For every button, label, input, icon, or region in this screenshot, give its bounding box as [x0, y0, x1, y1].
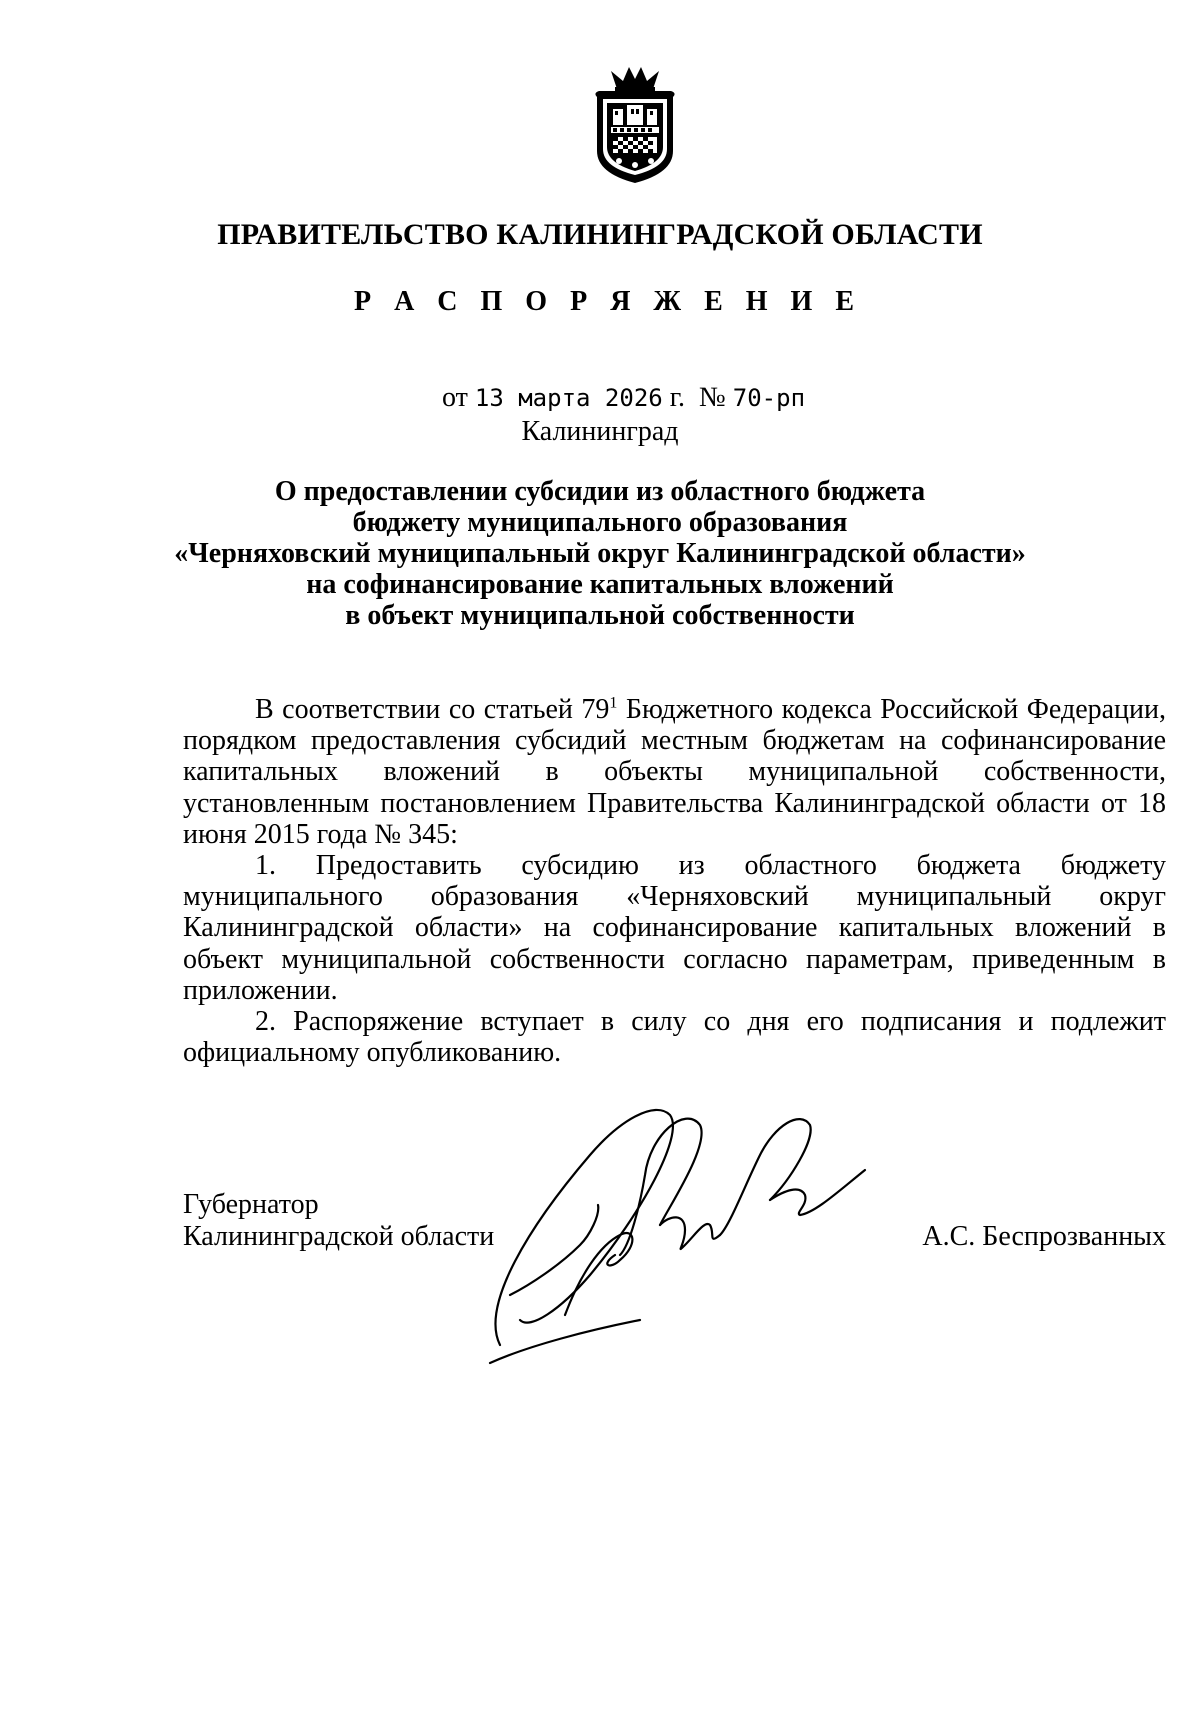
government-title: ПРАВИТЕЛЬСТВО КАЛИНИНГРАДСКОЙ ОБЛАСТИ [217, 218, 983, 251]
subject-line: в объект муниципальной собственности [345, 600, 855, 631]
subject-line: О предоставлении субсидии из областного бюджета [274, 476, 926, 507]
document-number: 70-рп [732, 384, 806, 412]
date-value: 13 марта 2026 [474, 384, 663, 412]
document-body [183, 694, 1166, 1068]
signer-name: А.С. Беспрозванных [922, 1221, 1166, 1252]
subject-line: бюджету муниципального образования [352, 507, 848, 538]
document-subject [0, 476, 1200, 631]
date-suffix: г. [669, 382, 686, 413]
document-date-number [442, 382, 805, 414]
subject-line: «Черняховский муниципальный округ Калининградской области» [174, 538, 1026, 569]
date-prefix: от [442, 382, 468, 413]
signer-position [183, 1189, 494, 1253]
handwritten-signature-icon [470, 1095, 910, 1395]
preamble-paragraph [183, 694, 1166, 850]
signer-position-line: Губернатор [183, 1189, 319, 1220]
document-type: Р А С П О Р Я Ж Е Н И Е [353, 286, 863, 317]
item-2-paragraph: 2. Распоряжение вступает в силу со дня его подписания и подлежит официальному опубликованию. [183, 1006, 1166, 1069]
signer-position-line: Калининградской области [183, 1221, 495, 1252]
subject-line: на софинансирование капитальных вложений [306, 569, 894, 600]
coat-of-arms-icon [589, 67, 681, 185]
article-superscript: 1 [609, 694, 618, 712]
document-city: Калининград [521, 416, 679, 447]
preamble-text-end: Бюджетного кодекса Российской Федерации, порядком предоставления субсидий местным бюджетам на софинансирование капитальных вложений в объекты муниципальной собственности, установленным постановлением Правительства Калининградской области от 18 июня 2015 года № 345: [183, 694, 1166, 850]
number-sign: № [699, 382, 726, 413]
preamble-text-start: В соответствии со статьей 79 [255, 694, 610, 725]
item-1-paragraph: 1. Предоставить субсидию из областного бюджета бюджету муниципального образования «Черняховский муниципальный округ Калининградской области» на софинансирование капитальных вложений в объект муниципальной собственности согласно параметрам, приведенным в приложении. [183, 850, 1166, 1006]
